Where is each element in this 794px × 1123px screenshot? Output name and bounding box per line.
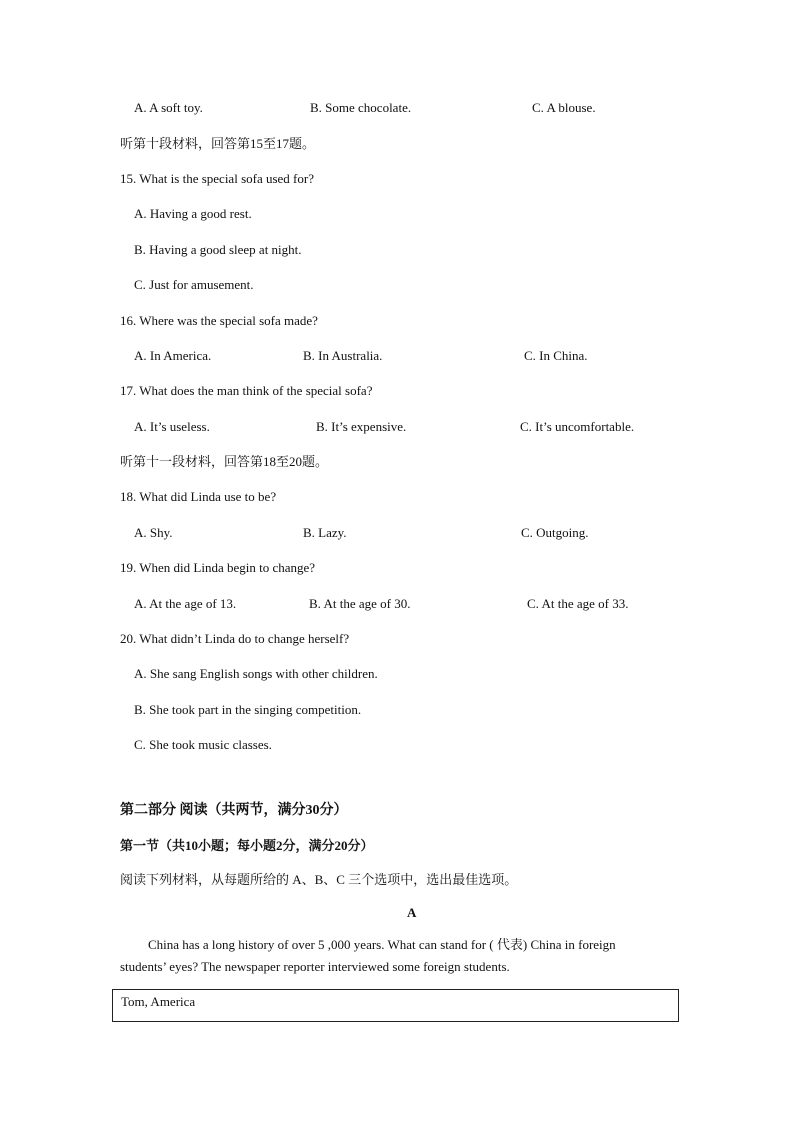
q17-option-a: A. It’s useless. — [134, 419, 210, 434]
q18-option-a: A. Shy. — [134, 525, 173, 540]
q14-option-a: A. A soft toy. — [134, 100, 203, 115]
interview-box — [112, 989, 679, 1022]
q17-question: 17. What does the man think of the special sofa? — [120, 383, 373, 398]
q14-option-c: C. A blouse. — [532, 100, 596, 115]
q19-option-b: B. At the age of 30. — [309, 596, 411, 611]
q18-option-b: B. Lazy. — [303, 525, 347, 540]
q14-option-b: B. Some chocolate. — [310, 100, 412, 115]
q17-option-c: C. It’s uncomfortable. — [520, 419, 635, 434]
interview-box-name: Tom, America — [121, 994, 196, 1009]
q17-option-b: B. It’s expensive. — [316, 419, 407, 434]
q19-question: 19. When did Linda begin to change? — [120, 560, 316, 575]
q20-option-a: A. She sang English songs with other children. — [134, 666, 378, 681]
passage-intro-line1: China has a long history of over 5 ,000 years. What can stand for ( 代表) China in foreign — [148, 937, 616, 952]
q16-question: 16. Where was the special sofa made? — [120, 313, 318, 328]
q19-option-a: A. At the age of 13. — [134, 596, 237, 611]
q15-option-b: B. Having a good sleep at night. — [134, 242, 302, 257]
passage-label: A — [407, 905, 417, 920]
q20-option-b: B. She took part in the singing competition. — [134, 702, 362, 717]
section10-instruction: 听第十段材料，回答第15至17题。 — [120, 136, 316, 151]
q15-option-c: C. Just for amusement. — [134, 277, 254, 292]
reading-instruction: 阅读下列材料，从每题所给的 A、B、C 三个选项中，选出最佳选项。 — [120, 872, 518, 887]
part2-section1-title: 第一节（共10小题；每小题2分，满分20分） — [120, 838, 374, 853]
passage-intro-line2: students’ eyes? The newspaper reporter interviewed some foreign students. — [120, 959, 510, 974]
q16-option-a: A. In America. — [134, 348, 212, 363]
q15-question: 15. What is the special sofa used for? — [120, 171, 314, 186]
q15-option-a: A. Having a good rest. — [134, 206, 252, 221]
q16-option-c: C. In China. — [524, 348, 588, 363]
q20-option-c: C. She took music classes. — [134, 737, 272, 752]
section11-instruction: 听第十一段材料，回答第18至20题。 — [120, 454, 329, 469]
q16-option-b: B. In Australia. — [303, 348, 383, 363]
q19-option-c: C. At the age of 33. — [527, 596, 629, 611]
q20-question: 20. What didn’t Linda do to change herself? — [120, 631, 350, 646]
part2-title: 第二部分 阅读（共两节，满分30分） — [120, 803, 348, 818]
q18-option-c: C. Outgoing. — [521, 525, 589, 540]
q18-question: 18. What did Linda use to be? — [120, 489, 277, 504]
